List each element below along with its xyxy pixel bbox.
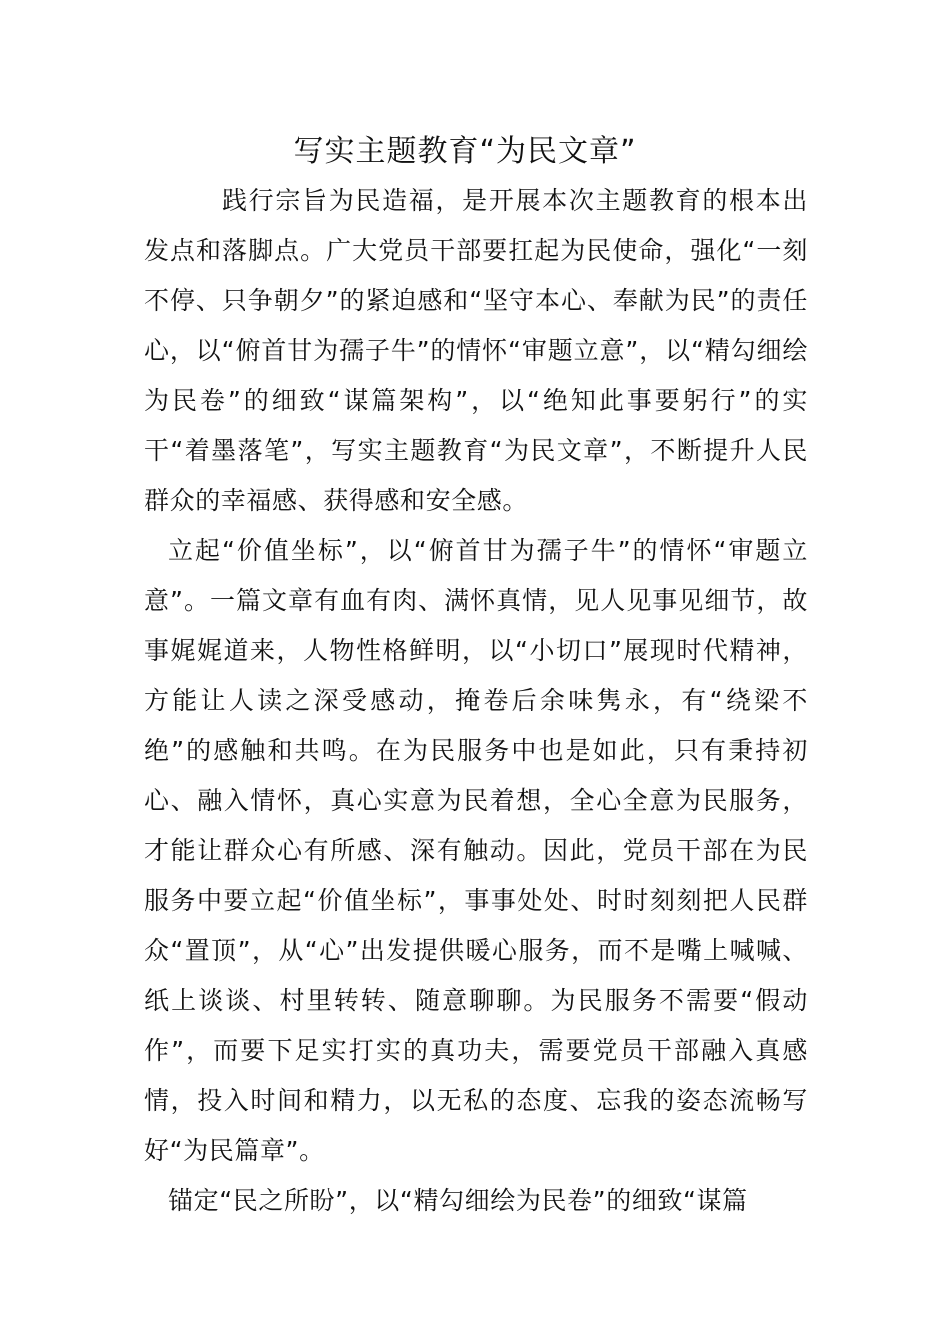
paragraph-intro: 践行宗旨为民造福，是开展本次主题教育的根本出发点和落脚点。广大党员干部要扛起为民使命，强化“一刻不停、只争朝夕”的紧迫感和“坚守本心、奉献为民”的责任心，以“俯首甘为孺子牛”的情怀“审题立意”，以“精勾细绘为民卷”的细致“谋篇架构”，以“绝知此事要躬行”的实干“着墨落笔”，写实主题教育“为民文章”，不断提升人民群众的幸福感、获得感和安全感。: [144, 186, 808, 515]
paragraph-anchor-expectations: 锚定“民之所盼”，以“精勾细绘为民卷”的细致“谋篇: [168, 1186, 748, 1215]
document-body: [144, 176, 808, 1226]
document-title: 写实主题教育“为民文章”: [293, 134, 637, 169]
paragraph-value-coordinate: 立起“价值坐标”，以“俯首甘为孺子牛”的情怀“审题立意”。一篇文章有血有肉、满怀真情，见人见事见细节，故事娓娓道来，人物性格鲜明，以“小切口”展现时代精神，方能让人读之深受感动，掩卷后余味隽永，有“绕梁不绝”的感触和共鸣。在为民服务中也是如此，只有秉持初心、融入情怀，真心实意为民着想，全心全意为民服务，才能让群众心有所感、深有触动。因此，党员干部在为民服务中要立起“价值坐标”，事事处处、时时刻刻把人民群众“置顶”，从“心”出发提供暖心服务，而不是嘴上喊喊、纸上谈谈、村里转转、随意聊聊。为民服务不需要“假动作”，而要下足实打实的真功夫，需要党员干部融入真感情，投入时间和精力，以无私的态度、忘我的姿态流畅写好“为民篇章”。: [144, 536, 808, 1165]
